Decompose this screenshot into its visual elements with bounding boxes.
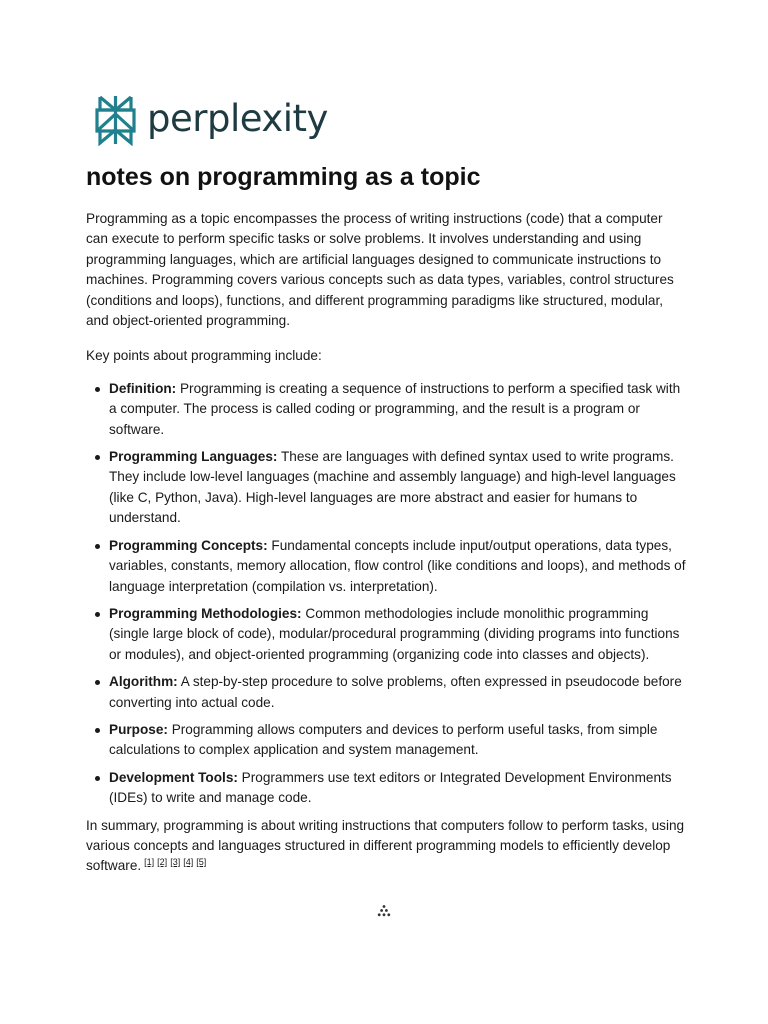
citation-link-3[interactable]: [3] — [170, 856, 181, 867]
point-text: A step-by-step procedure to solve problems, often expressed in pseudocode before converting into actual code. — [109, 674, 682, 710]
page-title: notes on programming as a topic — [86, 163, 481, 191]
point-text: Common methodologies include monolithic programming (single large block of code), modular/procedural programming (dividing programs into functions or modules), and object-oriented programming (organizing code into classes and objects). — [109, 605, 680, 662]
point-term: Programming Languages: — [109, 449, 278, 465]
point-text: Programming allows computers and devices to perform useful tasks, from simple calculations to complex application and system management. — [109, 721, 658, 758]
perplexity-logo-icon — [94, 94, 137, 146]
brand-wordmark: perplexity — [147, 96, 328, 140]
point-term: Purpose: — [109, 721, 168, 737]
citation-link-1[interactable]: [1] — [144, 856, 155, 867]
triangle-dots-icon — [377, 904, 391, 918]
point-text: These are languages with defined syntax used to write programs. They include low-level languages (machine and assembly language) and high-level languages (like C, Python, Java). High-level languages are more abstract and easier for humans to understand. — [109, 449, 676, 526]
list-item — [109, 536, 686, 597]
point-term: Development Tools: — [109, 769, 238, 785]
summary-text: In summary, programming is about writing instructions that computers follow to perform tasks, using various concepts and languages structured in different programming models to efficiently develop software. — [86, 817, 685, 874]
list-item — [109, 768, 686, 809]
point-term: Programming Methodologies: — [109, 605, 302, 621]
perplexity-logo — [94, 94, 328, 146]
point-term: Definition: — [109, 380, 177, 396]
citation-link-2[interactable]: [2] — [157, 856, 168, 867]
point-term: Algorithm: — [109, 674, 178, 690]
list-item — [109, 720, 686, 761]
list-item — [109, 604, 686, 665]
citation-link-5[interactable]: [5] — [196, 856, 207, 867]
intro-paragraph: Programming as a topic encompasses the process of writing instructions (code) that a computer can execute to perform specific tasks or solve problems. It involves understanding and using programming languages, which are artificial languages designed to communicate instructions to machines. Programming covers various concepts such as data types, variables, control structures (conditions and loops), functions, and different programming paradigms like structured, modular, and object-oriented programming. — [86, 211, 674, 329]
summary-paragraph — [86, 816, 686, 877]
point-text: Programming is creating a sequence of instructions to perform a specified task with a computer. The process is called coding or programming, and the result is a program or software. — [109, 380, 681, 437]
document-body — [86, 160, 686, 877]
list-item — [109, 447, 686, 529]
point-text: Fundamental concepts include input/output operations, data types, variables, constants, memory allocation, flow control (like conditions and loops), and methods of language interpretation (compilation vs. interpretation). — [109, 537, 686, 594]
point-text: Programmers use text editors or Integrated Development Environments (IDEs) to write and manage code. — [109, 769, 672, 806]
list-item — [109, 672, 686, 713]
citation-link-4[interactable]: [4] — [183, 856, 194, 867]
key-points-list — [86, 379, 686, 809]
key-points-intro: Key points about programming include: — [86, 348, 322, 364]
point-term: Programming Concepts: — [109, 537, 268, 553]
list-item — [109, 379, 686, 440]
